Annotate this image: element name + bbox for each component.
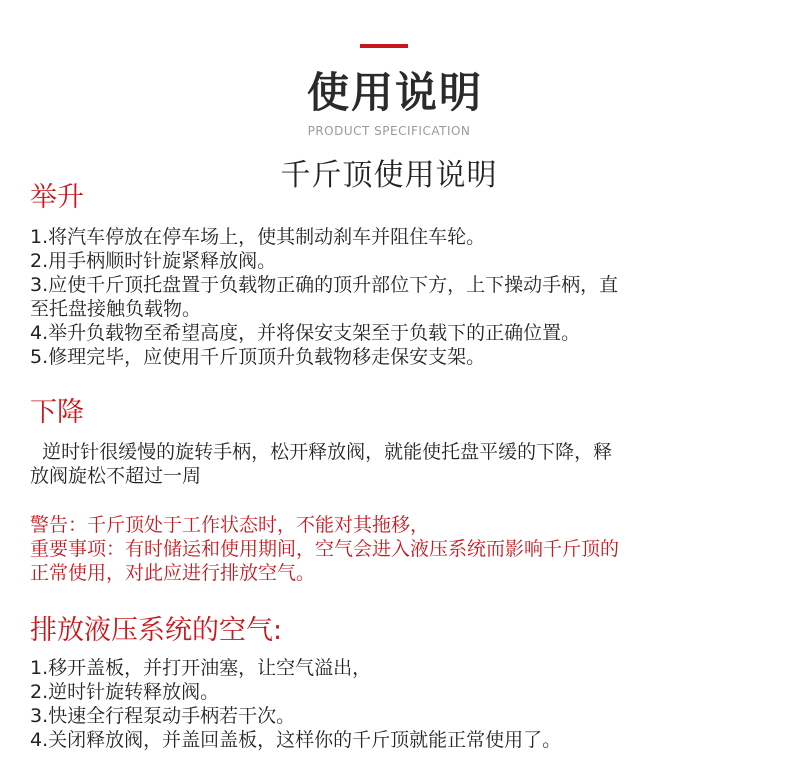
lift-step-3-cont: 至托盘接触负载物。 bbox=[30, 298, 202, 320]
section-heading-bleed: 排放液压系统的空气: bbox=[30, 615, 283, 646]
warning-block bbox=[30, 513, 765, 585]
bleed-step-1: 1.移开盖板，并打开油塞，让空气溢出， bbox=[30, 657, 372, 679]
section-heading-lower: 下降 bbox=[30, 397, 84, 428]
important-note-cont: 正常使用，对此应进行排放空气。 bbox=[30, 562, 316, 584]
important-note-line: 重要事项：有时储运和使用期间，空气会进入液压系统而影响千斤顶的 bbox=[30, 538, 620, 560]
lower-line-1: 逆时针很缓慢的旋转手柄，松开释放阀，就能使托盘平缓的下降，释 bbox=[30, 441, 613, 463]
lower-line-2: 放阀旋松不超过一周 bbox=[30, 465, 202, 487]
bleed-step-3: 3.快速全行程泵动手柄若干次。 bbox=[30, 705, 296, 727]
lift-step-4: 4.举升负载物至希望高度，并将保安支架至于负载下的正确位置。 bbox=[30, 322, 581, 344]
bleed-step-4: 4.关闭释放阀，并盖回盖板，这样你的千斤顶就能正常使用了。 bbox=[30, 729, 562, 751]
section-heading-lift: 举升 bbox=[30, 182, 84, 213]
lift-instructions bbox=[30, 225, 765, 369]
lower-instructions bbox=[30, 440, 765, 488]
page-title: 使用说明 bbox=[306, 68, 483, 117]
warning-line: 警告：千斤顶处于工作状态时，不能对其拖移， bbox=[30, 514, 430, 536]
lift-step-2: 2.用手柄顺时针旋紧释放阀。 bbox=[30, 250, 277, 272]
page-subtitle: PRODUCT SPECIFICATION bbox=[307, 124, 471, 138]
lift-step-1: 1.将汽车停放在停车场上，使其制动刹车并阻住车轮。 bbox=[30, 226, 486, 248]
bleed-step-2: 2.逆时针旋转释放阀。 bbox=[30, 681, 220, 703]
bleed-instructions bbox=[30, 656, 765, 752]
document-title: 千斤顶使用说明 bbox=[280, 158, 498, 193]
lift-step-3: 3.应使千斤顶托盘置于负载物正确的顶升部位下方，上下操动手柄，直 bbox=[30, 274, 619, 296]
lift-step-5: 5.修理完毕，应使用千斤顶顶升负载物移走保安支架。 bbox=[30, 346, 486, 368]
accent-bar bbox=[360, 44, 408, 48]
